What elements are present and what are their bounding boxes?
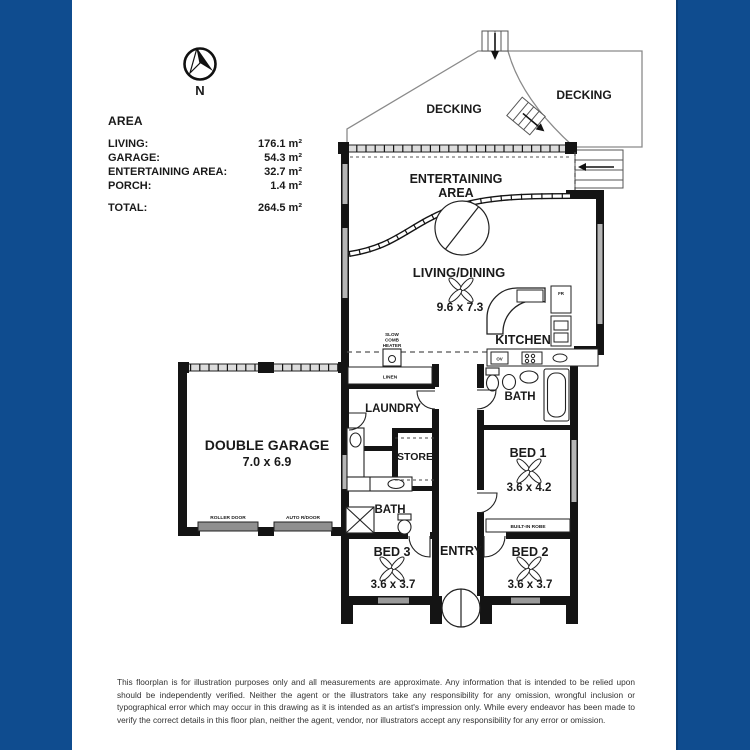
roller-door-label: ROLLER DOOR — [210, 516, 246, 521]
garage-dims: 7.0 x 6.9 — [242, 455, 292, 469]
living-dining-label: LIVING/DINING — [412, 265, 506, 280]
compass-icon — [185, 48, 216, 98]
laundry-label: LAUNDRY — [365, 403, 421, 415]
store-label: STORE — [397, 451, 433, 463]
decking-right-label: DECKING — [556, 88, 612, 102]
bed3-dims: 3.6 x 3.7 — [370, 579, 416, 591]
bed2-label: BED 2 — [511, 545, 549, 559]
entertaining-label-2: AREA — [438, 186, 474, 200]
living-dining-dims: 9.6 x 7.3 — [436, 300, 484, 314]
kitchen-island — [487, 288, 545, 334]
bed1-label: BED 1 — [509, 446, 547, 460]
fridge-label: FR — [558, 291, 564, 296]
legend-value: 32.7 m² — [264, 166, 302, 178]
robe-label: BUILT-IN ROBE — [510, 525, 546, 530]
bed3-label: BED 3 — [373, 545, 411, 559]
heater-label-3: HEATER — [382, 343, 402, 348]
decking-left-label: DECKING — [426, 102, 482, 116]
built-in-robe — [486, 519, 570, 532]
slow-combustion-heater — [383, 332, 402, 366]
legend-value: 176.1 m² — [257, 138, 302, 150]
bed1-dims: 3.6 x 4.2 — [506, 482, 552, 494]
legend-value: 54.3 m² — [264, 152, 302, 164]
bath-right-label: BATH — [504, 391, 536, 403]
legend-label: ENTERTAINING AREA: — [108, 166, 228, 178]
legend-value: 264.5 m² — [257, 202, 302, 214]
linen-label: LINEN — [382, 375, 398, 381]
legend-label: GARAGE: — [108, 152, 160, 164]
entry-label: ENTRY — [440, 544, 482, 558]
garage-label: DOUBLE GARAGE — [204, 437, 330, 453]
heater-label-2: COMB — [384, 337, 400, 343]
bath-left-label: BATH — [374, 504, 406, 516]
linen-closet — [348, 367, 432, 384]
legend-value: 1.4 m² — [270, 180, 302, 192]
legend-label: LIVING: — [108, 138, 149, 150]
entertaining-label-1: ENTERTAINING — [409, 172, 503, 186]
fan-symbol-bed1 — [515, 457, 543, 485]
heater-label-1: SLOW — [385, 332, 399, 337]
compass-north-label: N — [195, 83, 205, 98]
auto-door-label: AUTO R/DOOR — [285, 516, 321, 521]
disclaimer-text: This floorplan is for illustration purposes only and all measurements are approximate. Any information that is intended to be relied upon should be independently verified. Neither the agent or the illustrators take any responsibility for any omission, wrongful inclusion or typographical error which may occur in this drawing as it is intended as an artist's impression only. While every endeavor has been made to verify the correct details in this floor plan, neither the agent, vendor, nor illustrators accept any responsibility for any error or omission. — [117, 677, 635, 725]
oven-label: OV — [496, 356, 503, 362]
kitchen-bench — [487, 349, 598, 366]
bed2-dims: 3.6 x 3.7 — [507, 579, 553, 591]
side-steps-right — [575, 150, 623, 188]
legend-label: TOTAL: — [108, 202, 148, 214]
legend-label: PORCH: — [108, 180, 152, 192]
fridge-space — [551, 286, 571, 346]
laundry-fixtures — [347, 428, 364, 478]
area-legend-title: AREA — [108, 114, 143, 128]
entry-double-door — [442, 589, 480, 627]
kitchen-label: KITCHEN — [495, 333, 551, 347]
